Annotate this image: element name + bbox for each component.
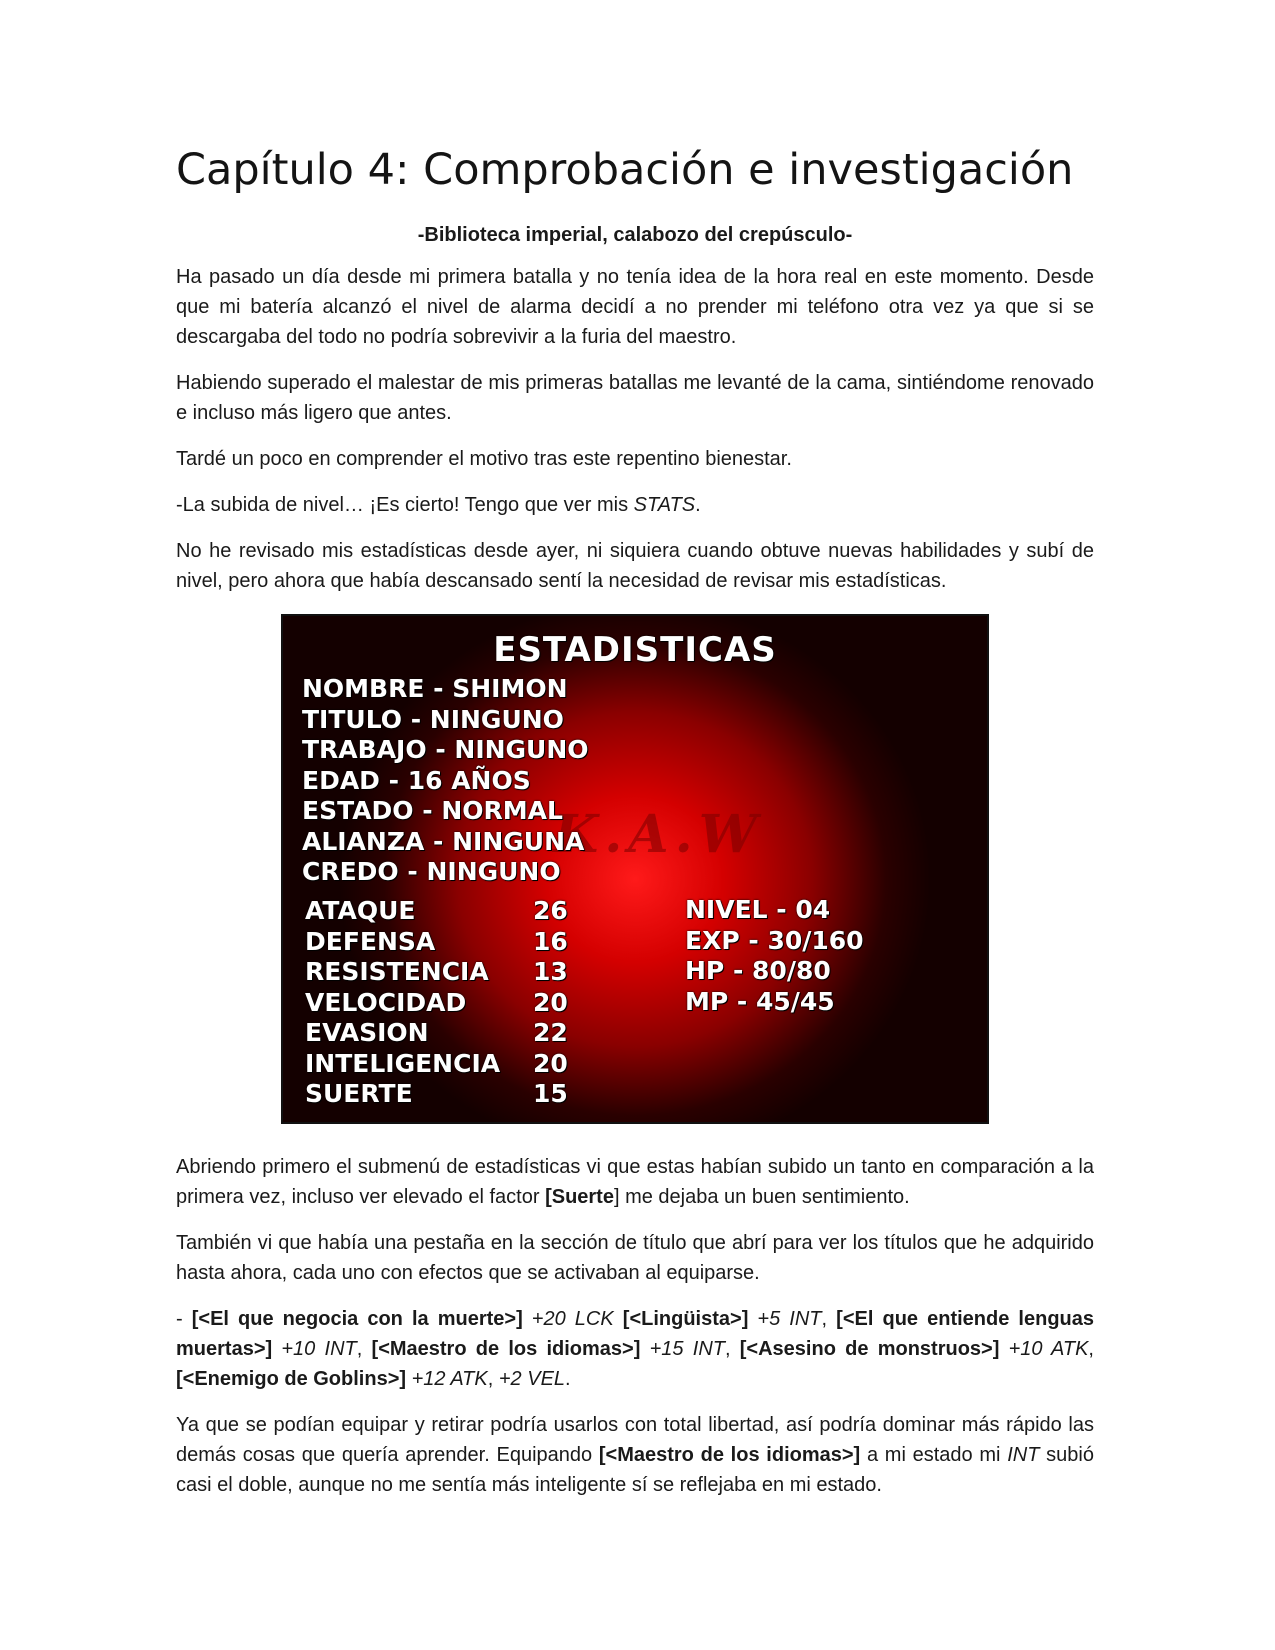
title-item: [<El que negocia con la muerte>]: [191, 1308, 523, 1331]
stats-info-list: [302, 674, 589, 888]
separator: ,: [487, 1368, 499, 1391]
attribute-value: 16: [533, 926, 568, 956]
paragraph-5: No he revisado mis estadísticas desde ayer, ni siquiera cuando obtuve nuevas habilidades y subí de nivel, pero ahora que había descansado sentí la necesidad de revisar mis estadísticas.: [176, 540, 1094, 593]
title-effect: +20 LCK: [522, 1308, 614, 1331]
stats-info-item: EDAD - 16 AÑOS: [302, 765, 531, 795]
stats-level-list: [685, 895, 864, 1017]
title-item: [<El que entiende lenguas muertas>]: [176, 1308, 1094, 1361]
attribute-value: 26: [533, 896, 568, 926]
attribute-name: EVASION: [305, 1018, 429, 1048]
separator: ,: [724, 1338, 740, 1361]
paragraph-4-end: .: [695, 494, 701, 517]
stats-title: ESTADISTICAS: [493, 630, 777, 671]
paragraph-9-text: a mi estado mi: [860, 1444, 1008, 1467]
page-content: [176, 146, 1094, 1516]
title-item: [<Maestro de los idiomas>]: [371, 1338, 641, 1361]
title-effect: +12 ATK: [406, 1368, 488, 1391]
attribute-value: 15: [533, 1079, 568, 1109]
attribute-name: DEFENSA: [305, 926, 436, 956]
attribute-value: 22: [533, 1018, 568, 1048]
paragraph-7: También vi que había una pestaña en la sección de título que abrí para ver los títulos que he adquirido hasta ahora, cada uno con efectos que se activaban al equiparse.: [176, 1232, 1094, 1285]
stats-level-item: EXP - 30/160: [685, 925, 864, 955]
title-item: [<Lingüista>]: [613, 1308, 749, 1331]
titles-list: [176, 1304, 1094, 1394]
paragraph-6-end: ] me dejaba un buen sentimiento.: [613, 1186, 910, 1209]
stats-info-item: TITULO - NINGUNO: [302, 704, 564, 734]
stats-attribute-row: [305, 927, 605, 958]
stats-watermark: K.A.W: [553, 804, 764, 866]
paragraph-9-end: subió casi el doble, aunque no me sentía más inteligente sí se reflejaba en mi estado.: [176, 1444, 1094, 1497]
stats-attribute-row: [305, 1018, 605, 1049]
separator: ,: [356, 1338, 372, 1361]
attribute-value: 20: [533, 987, 568, 1017]
scene-subtitle: -Biblioteca imperial, calabozo del crepúsculo-: [417, 224, 853, 247]
paragraph-6-text: Abriendo primero el submenú de estadísticas vi que estas habían subido un tanto en comparación a la primera vez, incluso ver elevado el factor: [176, 1156, 1094, 1209]
separator: ,: [821, 1308, 837, 1331]
chapter-title: Capítulo 4: Comprobación e investigación: [176, 145, 1074, 195]
paragraph-1: Ha pasado un día desde mi primera batalla y no tenía idea de la hora real en este momento. Desde que mi batería alcanzó el nivel de alarma decidí a no prender mi teléfono otra vez ya que si se descargaba del todo no podría sobrevivir a la furia del maestro.: [176, 266, 1094, 349]
attribute-name: RESISTENCIA: [305, 957, 489, 987]
attribute-name: INTELIGENCIA: [305, 1048, 501, 1078]
attribute-name: ATAQUE: [305, 896, 416, 926]
attribute-value: 20: [533, 1048, 568, 1078]
title-effect: +10 INT: [272, 1338, 357, 1361]
int-term: INT: [1007, 1444, 1040, 1467]
stats-info-item: ALIANZA - NINGUNA: [302, 826, 585, 856]
stats-info-item: ESTADO - NORMAL: [302, 796, 563, 826]
stats-word: STATS: [633, 494, 696, 517]
title-item: [<Asesino de monstruos>]: [739, 1338, 1000, 1361]
stats-info-item: NOMBRE - SHIMON: [302, 674, 568, 704]
stats-level-item: HP - 80/80: [685, 956, 831, 986]
stats-level-item: NIVEL - 04: [685, 895, 831, 925]
attribute-value: 13: [533, 957, 568, 987]
title-effect: +5 INT: [748, 1308, 822, 1331]
stats-attribute-row: [305, 896, 605, 927]
titles-end: .: [565, 1368, 571, 1391]
title-effect: +15 INT: [640, 1338, 725, 1361]
titles-dash: -: [176, 1308, 192, 1331]
paragraph-9-text: Ya que se podían equipar y retirar podría usarlos con total libertad, así podría dominar más rápido las demás cosas que quería aprender. Equipando: [176, 1414, 1094, 1467]
stats-attribute-row: [305, 988, 605, 1019]
title-item: [<Maestro de los idiomas>]: [598, 1444, 861, 1467]
attribute-name: VELOCIDAD: [305, 987, 467, 1017]
paragraph-6: [176, 1152, 1094, 1212]
paragraph-9: [176, 1410, 1094, 1500]
paragraph-2: Habiendo superado el malestar de mis primeras batallas me levanté de la cama, sintiéndome renovado e incluso más ligero que antes.: [176, 372, 1094, 425]
title-item: [<Enemigo de Goblins>]: [176, 1368, 407, 1391]
stats-attribute-row: [305, 1079, 605, 1110]
paragraph-4: [176, 490, 1094, 520]
title-effect: +10 ATK: [999, 1338, 1089, 1361]
paragraph-3: Tardé un poco en comprender el motivo tras este repentino bienestar.: [176, 448, 792, 471]
stats-attribute-list: [305, 896, 605, 1110]
paragraph-4-text: -La subida de nivel… ¡Es cierto! Tengo que ver mis: [176, 494, 634, 517]
stats-info-item: CREDO - NINGUNO: [302, 857, 561, 887]
suerte-term: [Suerte: [545, 1186, 614, 1209]
stats-attribute-row: [305, 1049, 605, 1080]
stats-attribute-row: [305, 957, 605, 988]
title-effect: +2 VEL: [498, 1368, 566, 1391]
separator: ,: [1088, 1338, 1094, 1361]
stats-info-item: TRABAJO - NINGUNO: [302, 735, 589, 765]
stats-image: [281, 614, 989, 1124]
attribute-name: SUERTE: [305, 1079, 413, 1109]
stats-level-item: MP - 45/45: [685, 986, 835, 1016]
